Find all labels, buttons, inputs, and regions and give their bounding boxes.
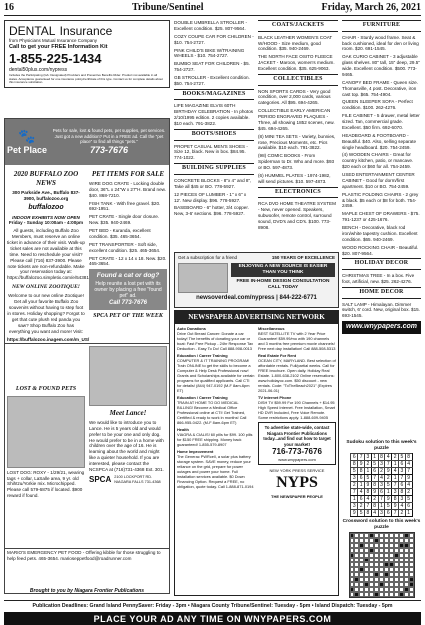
classified-item: COLLECTIBLE EARLY AMERICAN PERIOD ENGRAVED PLAQUES - Three, all showing 1852 scenes, new. $45. 694-4265. [258, 108, 335, 131]
sudoku-cell: 4 [405, 460, 412, 467]
sudoku-cell: 5 [358, 509, 365, 516]
sudoku-cell: 7 [398, 474, 405, 481]
sudoku-cell: 2 [392, 453, 399, 460]
nypa-item: OCEAN CITY, MARYLAND. Best selection of affordable rentals. Full/partial weeks. Call for FREE brochure. Open daily. Holiday Real Estate. 1-800-638-2102 Online reservations: www.holidayoc.com. $50 discount - new rentals. Code: "ToTheBeach2021" (Expires 2021-06-01) [258, 358, 336, 393]
column-3 [174, 20, 254, 219]
sudoku-cell: 1 [392, 474, 399, 481]
sudoku-cell: 5 [405, 495, 412, 502]
paper-name: Tribune/Sentinel [131, 2, 204, 14]
sudoku-title: Sudoku solution to this week's puzzle [346, 440, 417, 451]
sudoku-cell: 8 [365, 488, 372, 495]
ad-line1: Get a subscription for a friend [178, 255, 238, 260]
pet-item: PET CRATE - 12 x 14 x 18. New. $20. 465-3654. [89, 255, 167, 267]
spca-address: 2100 LOCKPORT RD. NIAGARA FALLS 731-4368 [114, 475, 161, 484]
crossword-title: Crossword solution to this week's puzzle [342, 518, 421, 530]
sudoku-cell: 2 [405, 488, 412, 495]
column-5 [342, 20, 421, 334]
holiday-heading: HOLIDAY DECOR [342, 258, 421, 270]
nypa-box [174, 310, 339, 596]
nypa-item: The Generac PWRcell, a solar plus battery storage system. SAVE money, reduce your reliance on the grid, prepare for power outages and power your home. Full installation services available. $0 Down Financing Option. Request a FREE, no obligation, quote today. Call 1-888-871-0194 [177, 454, 254, 489]
zoo-title: 2020 BUFFALO ZOO NEWS [13, 170, 79, 187]
nypa-phone: 716-773-7676 [272, 447, 322, 456]
pet-item: WIRE DOG CRATE - Locking double door, 36"L x 24"W x 27"H. Brand new. $40. 868-7210. [89, 180, 166, 198]
sudoku-cell: 6 [371, 467, 378, 474]
sudoku-cell: 7 [351, 488, 358, 495]
sudoku-cell: 6 [385, 509, 392, 516]
sudoku-cell: 5 [371, 460, 378, 467]
classified-item: PINK CHILD'S BIKE W/TRAINING WHEELS - $10. 754-2727. [174, 47, 245, 59]
nyps-sub: NEW YORK PRESS SERVICE [269, 468, 325, 474]
lance-photo [89, 346, 167, 406]
classified-item: OAK CURIO CABINET - 3 adjustable glass shelves. 80" tall, 15" deep, 29.5" wide. Excellent condition. $500. 773-9465. [342, 54, 420, 77]
column-4 [258, 20, 338, 233]
sudoku-cell: 8 [392, 495, 399, 502]
wnypapers-banner[interactable]: www.wnypapers.com [342, 321, 421, 334]
sudoku-cell: 5 [351, 467, 358, 474]
paw-icon: 🐾 [18, 127, 36, 144]
nypa-cat: Health [177, 427, 189, 432]
classified-item: PLASTIC FOLDING CHAIRS - 2 grey & black. $5 each or $8 for both. 754-2459. [342, 191, 419, 209]
dental-site: dental50plus.com/nypress [9, 66, 68, 73]
coats-heading: COATS/JACKETS [258, 20, 338, 32]
spca-title: SPCA PET OF THE WEEK [93, 313, 163, 320]
sudoku-cell: 8 [365, 509, 372, 516]
dental-title: DENTAL Insurance [9, 24, 113, 38]
nypa-item: COMPUTER & IT TRAINING PROGRAM! Train ONLINE to get the skills to become a Computer & Help Desk Professional now! Grants and Scholarships available for certain programs for qualified applicants. Call CTI for details! (844) 947-0192 (M-F 8am-6pm ET) [177, 358, 255, 393]
zootique-body: Welcome to our new online Zootique! Get all your favorite Buffalo Zoo souvenirs without having to step foot in stores. Holiday shopping? Forgot to get that cute plush red panda you saw? Shop Buffalo Zoo has everything you want and more! Visit: [7, 293, 85, 334]
sudoku-cell: 1 [405, 509, 412, 516]
sudoku-cell: 8 [371, 502, 378, 509]
classified-item: BENCH - Decorative, black rod iron/white tapestry cushion. Excellent condition. $65. 940-2469. [342, 225, 418, 242]
pet-item: PET BED - Kuranda, excellent condition. $35. 465-3654. [89, 228, 151, 239]
page-date: Friday, March 26, 2021 [321, 2, 421, 14]
zoo-body: All guests, including Buffalo Zoo Members, must reserve an online ticket in advance of their visit. Walk-up ticket sales are not available at this time. Need to reschedule your visit? Please call (716) 837-3900. Please note tickets are non-refundable. Make your reservation today at: https://buffalozoo.simpletix.com/e/54381 [7, 228, 89, 281]
sudoku-cell: 8 [405, 453, 412, 460]
pet-place-box [4, 118, 170, 344]
sudoku-cell: 1 [371, 453, 378, 460]
footer [4, 600, 421, 625]
classified-item: WOOD ROCKING CHAIR - Beautiful. $20. 807-9564. [342, 244, 419, 256]
classified-item: BUMBO SEAT FOR CHILDREN - $5. 754-2727. [174, 61, 250, 73]
sudoku-cell: 7 [405, 467, 412, 474]
books-heading: BOOKS/MAGAZINES [174, 89, 254, 101]
lost-dog-photo [7, 396, 85, 468]
zoo-indoor: INDOOR EXHIBITS NOW OPEN [12, 214, 80, 220]
sudoku-cell: 4 [378, 474, 385, 481]
sudoku-cell: 1 [392, 460, 399, 467]
classified-item: THE NORTH FACE OSITO FLEECE JACKET - Maroon, women's medium. Excellent condition. $35. 625-9063. [258, 54, 335, 72]
sudoku-cell: 3 [398, 467, 405, 474]
sudoku-cell: 8 [378, 453, 385, 460]
sudoku-cell: 4 [392, 467, 399, 474]
sudoku-cell: 5 [398, 453, 405, 460]
classified-item: DOUBLE UMBRELLA STROLLER - Excellent condition. $25. 807-9564. [174, 20, 248, 31]
classified-item: PROPET CASUAL MEN'S SHOES - Size 12, black. New in box. $84.95. 774-1022. [174, 143, 248, 161]
sudoku-cell: 3 [378, 460, 385, 467]
nypa-title: NEWSPAPER ADVERTISING NETWORK [175, 311, 338, 324]
classified-item: BLACK LEATHER WOMEN'S COAT W/HOOD - Size medium, good condition. $35. 940-2469. [258, 34, 333, 52]
home-decor-heading: HOME DECOR [342, 287, 421, 299]
sudoku-cell: 9 [385, 495, 392, 502]
sudoku-cell: 9 [365, 481, 372, 488]
sudoku-cell: 2 [351, 481, 358, 488]
brought-by: Brought to you by Niagara Frontier Publications [29, 588, 145, 594]
pet-item: PET TRANSPORTER - Soft side, excellent condition. $25. 465-3654. [89, 241, 161, 253]
building-heading: BUILDING SUPPLIES [174, 163, 254, 175]
pet-item: PET CRATE - Single door closure. New. $35. 940-2469. [89, 214, 160, 226]
sudoku-cell: 6 [351, 453, 358, 460]
sudoku-cell: 3 [392, 488, 399, 495]
left-block [4, 20, 170, 88]
classified-item: RCA DVD HOME THEATRE SYSTEM - New, never opened. Speakers, subwoofer, remote control, surround sound, DVD's and CD's. $100. 773-8908. [258, 201, 336, 230]
sudoku-cell: 6 [405, 502, 412, 509]
mario-text: MARIO'S EMERGENCY PET FOOD - Offering kibble for those struggling to help feed pets. 465-3654. marioseppetfood@roadrunner.com [7, 550, 161, 561]
pet-item: FISH TANK - With free gravel. $20. 692-1951. [89, 200, 161, 212]
sudoku-cell: 8 [371, 481, 378, 488]
pet-items-title: PET ITEMS FOR SALE [91, 170, 165, 178]
nypa-item: BEST SATELLITE TV with 2 Year Price Guarantee! $59.99/mo with 190 channels and 3 months free premium movie channels! Free next day installation! Call 888-508-5313 [258, 331, 336, 351]
classified-item: (8) MINI TEA SETS - Variety, bunnies, rose, Precious Moments, etc. Pics available. $10 each. 791-3822. [258, 133, 336, 151]
nypa-item: TRAIN AT HOME TO DO MEDICAL BILLING! Become a Medical Office Professional online at CTI! Get Trained, Certified & ready to work in months! Call 866-955-0422. (M-F 8am-6pm ET) [177, 400, 247, 425]
nypa-item: Drive Out Breast Cancer: Donate a car today! The benefits of donating your car or boat: Fast Free Pickup - 24hr Response Tax Deduction - Easy To Do! Call 888-908-0013 [177, 331, 254, 351]
sudoku-cell: 3 [378, 481, 385, 488]
sudoku-cell: 4 [371, 509, 378, 516]
classified-item: QUEEN SLEEPER SOFA - Perfect condition. $100. 262-4276. [342, 99, 413, 111]
sudoku-cell: 7 [378, 495, 385, 502]
sudoku-cell: 7 [371, 474, 378, 481]
zoo-address: 300 Parkside Ave., Buffalo 837-3900, buffalozoo.org [12, 189, 80, 201]
sudoku-cell: 5 [365, 474, 372, 481]
sudoku-cell: 3 [398, 495, 405, 502]
sudoku-cell: 7 [358, 453, 365, 460]
sudoku-cell: 1 [385, 488, 392, 495]
zoo-hours: Friday - Sunday 10:00am - 4:00pm [8, 220, 84, 226]
sudoku-cell: 1 [358, 481, 365, 488]
sudoku-cell: 7 [392, 481, 399, 488]
classified-item: (4) WOODEN CHAIRS - Great for country kitchen, patio, or mancave. $20 each or $60 for all. 754-2459. [342, 152, 414, 170]
sudoku-cell: 6 [358, 474, 365, 481]
found-pet-box: Found a cat or dog? Help reunite a lost pet with its owner by placing a free "found pet" ad. Call 773-7676 [89, 269, 167, 310]
classified-item: FILE CABINET - 5 drawer, metal letter sized. Tan, commercial grade. Excellent. $50 firm. 692-6070. [342, 113, 420, 130]
pet-place-text: Pets for sale, lost & found pets, pet supplies, pet services. Just got a new addition? Put in a FREE ad. Call the "pet place" to find all things "pets." [52, 128, 166, 145]
sudoku-box [342, 440, 421, 598]
classified-item: CONCRETE BLOCKS - 8"x 4" and 8", Take all $45 or BO. 778-5927. [174, 177, 252, 189]
classified-item: (6) HUMMEL PLATES - 1974-1982, will send pictures. $10. 597-4873. [258, 172, 331, 184]
classified-item: CANOPY BED FRAME - Queen size. Thomasville, 4 post. Decorative, iron cast top. $65. 754-4904. [342, 79, 418, 97]
sudoku-cell: 8 [358, 467, 365, 474]
sudoku-cell: 8 [351, 460, 358, 467]
nypa-advertise: To advertise state-wide, contact Niagara Frontier Publications today...and find out how to target your market! [263, 425, 331, 447]
classified-item: HEADBOARD & FOOTBOARD - Beautiful. $40. Also, selling separate single headboard. $20. 754-2459. [342, 132, 417, 150]
sudoku-cell: 6 [398, 481, 405, 488]
sudoku-cell: 3 [365, 453, 372, 460]
classified-item: MAPLE CHEST OF DRAWERS - $75. 791-1237 or 425-1676. [342, 211, 420, 223]
classified-item: COZY COUPE CAR FOR CHILDREN - $10. 754-2727. [174, 33, 254, 45]
sudoku-cell: 6 [358, 495, 365, 502]
nypa-cat: TV Internet Phone [258, 395, 292, 400]
sudoku-cell: 3 [378, 509, 385, 516]
nyps-name: THE NEWSPAPER PEOPLE [271, 493, 323, 499]
dental-call: Call to get your FREE Information Kit [9, 43, 108, 50]
sudoku-cell: 4 [405, 481, 412, 488]
sudoku-cell: 4 [365, 495, 372, 502]
nypa-item: DISH TV $59.99 For 190 Channels + $14.95 High Speed Internet. Free Installation, Smart HD DVR Included, Free Voice Remote. Some restrictions apply. 1-888-609-9405 [258, 400, 335, 420]
meet-lance-body: We would like to introduce you to Lance. He is 5 years old and would prefer to be your one and only dog. He would prefer to be in a home with children over the age of 16. He is learning about the world and might like a quieter household. If you are interested, please contact the NCSPCA at (716)731-4368 Ext. 301. [89, 419, 164, 472]
sudoku-cell: 2 [378, 467, 385, 474]
sudoku-cell: 8 [398, 488, 405, 495]
classified-item: BASEBOARD - 6" hotter, 3/4 copper. New, 3-6' sections. $96. 778-5927. [174, 205, 249, 217]
sudoku-cell: 6 [398, 460, 405, 467]
sudoku-cell: 4 [385, 453, 392, 460]
lost-found-title: LOST & FOUND PETS [15, 386, 77, 392]
nypa-item: VIAGRA & CIALIS! 60 pills for $99. 100 pills for $150 FREE shipping. Money back guaranteed! 1-855-579-8907 [177, 432, 253, 447]
dental-fine: Includes the Participating (GA: Designated) Providers and Preventive Benefits Rider. Product not available in all states. Acceptance guaranteed for one insurance policy/certificate of this type. Contact us for complete details about this insurance solicitation. [9, 73, 163, 85]
sudoku-cell: 2 [358, 502, 365, 509]
furniture-heading: FURNITURE [342, 20, 421, 32]
sudoku-cell: 2 [371, 495, 378, 502]
dental-from: from Physicians Mutual Insurance Company [9, 38, 98, 43]
nypa-cat: Miscellaneous [258, 326, 285, 331]
sudoku-cell: 5 [385, 481, 392, 488]
sudoku-cell: 2 [398, 509, 405, 516]
classified-item: CHRISTMAS TREE - In a box. Five foot, artificial, new. $25. 262-4276. [342, 273, 415, 284]
sudoku-cell: 3 [351, 502, 358, 509]
classified-item: LIFE MAGAZINE ELVIS 60TH BIRTHDAY CELEBRATION - In photos 2/10/1995 edition. 2 copies available. $10 each. 791-3822. [174, 103, 254, 127]
nypa-cat: Education / Career Training [177, 353, 228, 358]
pet-place-phone: 773-7676 [89, 144, 129, 155]
sudoku-cell: 7 [365, 502, 372, 509]
sudoku-cell: 2 [365, 460, 372, 467]
sudoku-cell: 9 [405, 474, 412, 481]
sudoku-cell: 4 [358, 488, 365, 495]
spca-logo: SPCA [89, 474, 112, 484]
pet-place-logo: 🐾 Pet Place [6, 127, 48, 156]
sudoku-cell: 6 [378, 488, 385, 495]
sudoku-cell: 5 [385, 502, 392, 509]
classified-item: SALT LAMP - Himalayan. Dimmer switch, 6' cord. New, original box. $15. 693-1545. [342, 301, 420, 319]
footer-deadlines: Publication Deadlines: Grand Island PennySaver: Friday - 3pm • Niagara County Tribune/Sentinel: Tuesday - 5pm • Island Dispatch: Tuesday - 5pm [32, 603, 393, 609]
nypa-cat: Real Estate For Rent [258, 353, 297, 358]
classified-item: USED ENTERTAINMENT CENTER CABINET - Good for dorm/first apartment. $10 or BO. 754-2459. [342, 172, 415, 189]
sudoku-cell: 9 [358, 460, 365, 467]
sudoku-cell: 7 [392, 509, 399, 516]
electronics-heading: ELECTRONICS [258, 187, 338, 199]
sudoku-cell: 1 [378, 502, 385, 509]
zootique-title: NEW ONLINE ZOOTIQUE! [12, 284, 80, 291]
classified-item: (98) COMIC BOOKS - From Spiderman to Dr. Who and more. $93 or BO. 597-4873. [258, 153, 335, 171]
sudoku-cell: 3 [351, 474, 358, 481]
classified-item: NON SPORTS CARDS - Very good condition, over 2,000 cards, various categories. All $95. 694-4265. [258, 88, 331, 106]
collectibles-heading: COLLECTIBLES [258, 74, 338, 86]
sudoku-cell: 1 [351, 495, 358, 502]
classified-item: 12 PIECES OF LUMBER - 1" x 6" x 12'. New display. $96. 778-5927. [174, 191, 247, 203]
ad-line4: ENJOYING A NEW SOURCE IS EASIER THAN YOU THINK [231, 263, 335, 277]
ad-site: newsoverdeal.com/nypress [196, 294, 275, 301]
ad-line5: FREE IN-HOME DESIGN CONSULTATION CALL TODAY [236, 278, 330, 290]
ad-phone: 844-222-6771 [279, 294, 317, 301]
sudoku-grid [350, 453, 412, 517]
nypa-web[interactable]: www.wnypapers.com [278, 457, 316, 463]
sudoku-cell: 9 [371, 488, 378, 495]
zoo-logo: buffalozoo [28, 203, 64, 211]
ad-line3: 150 YEARS OF EXCELLENCE [271, 255, 335, 260]
ad-photo [178, 263, 228, 293]
sudoku-cell: 7 [385, 460, 392, 467]
sudoku-cell: 9 [392, 502, 399, 509]
pet-place-header [5, 119, 169, 165]
nypa-cat: Home Improvement [177, 449, 214, 454]
footer-banner[interactable]: PLACE YOUR AD ANY TIME ON WNYPAPERS.COM [4, 612, 421, 625]
page-number: 16 [4, 2, 14, 14]
bath-ad[interactable]: Get a subscription for a friend 150 YEARS OF EXCELLENCE ENJOYING A NEW SOURCE IS EASIER THAN YOU THINK FREE IN-HOME DESIGN CONSULTATION CALL TODAY newsoverdeal.com/nypress | 844-222-6771 [174, 252, 339, 308]
sudoku-cell: 9 [351, 509, 358, 516]
boots-heading: BOOTS/SHOES [174, 129, 254, 141]
zoo-column [5, 165, 90, 344]
nypa-cat: Education / Career Training [177, 395, 228, 400]
classified-item: CHAIR - Sturdy wood frame. Seat & back cushioned, ideal for den or living room. $20. 691-1545. [342, 34, 419, 52]
lost-dog-text: LOST DOG: ROXY - 1/29/21, wearing tags + collar, LaSalle area, 9 yr. old Shihtzu/Yorkie mix. Microchipped. Please call 579-6875 if located. $900 reward if found. [7, 469, 85, 499]
sudoku-cell: 9 [385, 467, 392, 474]
crossword-cell [409, 592, 414, 597]
pet-items-column [87, 165, 169, 344]
crossword-grid [349, 532, 415, 598]
sudoku-cell: 1 [365, 467, 372, 474]
classified-item: GB STROLLER - Excellent condition. $50. 754-2727. [174, 75, 250, 86]
nyps-logo: NYPS [276, 474, 318, 492]
dental-ad[interactable] [4, 20, 170, 88]
sudoku-cell: 2 [385, 474, 392, 481]
mario-ad [5, 548, 169, 565]
dental-phone: 1-855-225-1434 [9, 50, 102, 66]
zootique-link[interactable]: https://buffalozoo.inagem.com/m_US/ [7, 336, 90, 342]
page-header [4, 2, 421, 16]
sudoku-cell: 4 [398, 502, 405, 509]
nypa-cat: Auto Donations [177, 326, 206, 331]
meet-lance-title: Meet Lance! [109, 409, 147, 417]
